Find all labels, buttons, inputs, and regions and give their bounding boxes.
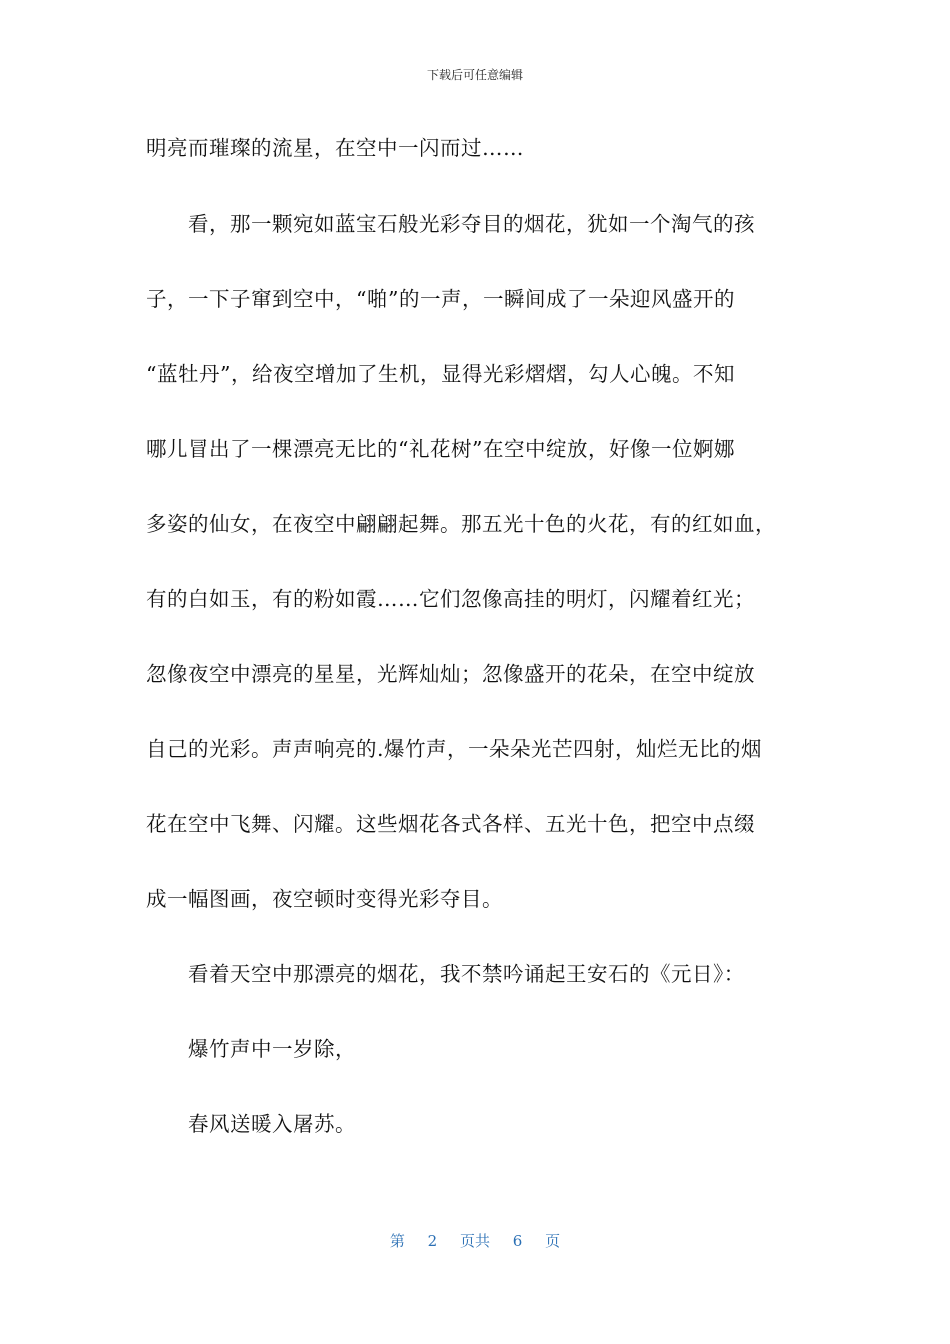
text-line: 成一幅图画，夜空顿时变得光彩夺目。 xyxy=(146,887,503,911)
paragraph-start: 看，那一颗宛如蓝宝石般光彩夺目的烟花，犹如一个淘气的孩 xyxy=(188,212,755,236)
text-line: 子，一下子窜到空中，“啪”的一声，一瞬间成了一朵迎风盛开的 xyxy=(146,287,735,311)
page-footer xyxy=(0,1230,950,1251)
page-suffix: 页共 xyxy=(459,1232,490,1250)
text-line: 明亮而璀璨的流星，在空中一闪而过…… xyxy=(146,136,524,160)
paragraph-start: 看着天空中那漂亮的烟花，我不禁吟诵起王安石的《元日》： xyxy=(188,962,745,986)
poem-line: 春风送暖入屠苏。 xyxy=(188,1112,356,1136)
text-line: 哪儿冒出了一棵漂亮无比的“礼花树”在空中绽放，好像一位婀娜 xyxy=(146,437,735,461)
page-header: 下载后可任意编辑 xyxy=(426,68,523,82)
text-line: 花在空中飞舞、闪耀。这些烟花各式各样、五光十色，把空中点缀 xyxy=(146,812,755,836)
total-pages: 6 xyxy=(512,1232,523,1250)
text-line: “蓝牡丹”，给夜空增加了生机，显得光彩熠熠，勾人心魄。不知 xyxy=(146,362,735,386)
text-line: 忽像夜空中漂亮的星星，光辉灿灿；忽像盛开的花朵，在空中绽放 xyxy=(146,662,755,686)
poem-line: 爆竹声中一岁除， xyxy=(188,1037,356,1061)
page-number: 2 xyxy=(427,1232,438,1250)
text-line: 有的白如玉，有的粉如霞……它们忽像高挂的明灯，闪耀着红光； xyxy=(146,587,755,611)
text-line: 多姿的仙女，在夜空中翩翩起舞。那五光十色的火花，有的红如血， xyxy=(146,512,776,536)
text-line: 自己的光彩。声声响亮的.爆竹声，一朵朵光芒四射，灿烂无比的烟 xyxy=(146,737,763,761)
page-word: 第 xyxy=(389,1232,405,1250)
total-suffix: 页 xyxy=(545,1232,561,1250)
